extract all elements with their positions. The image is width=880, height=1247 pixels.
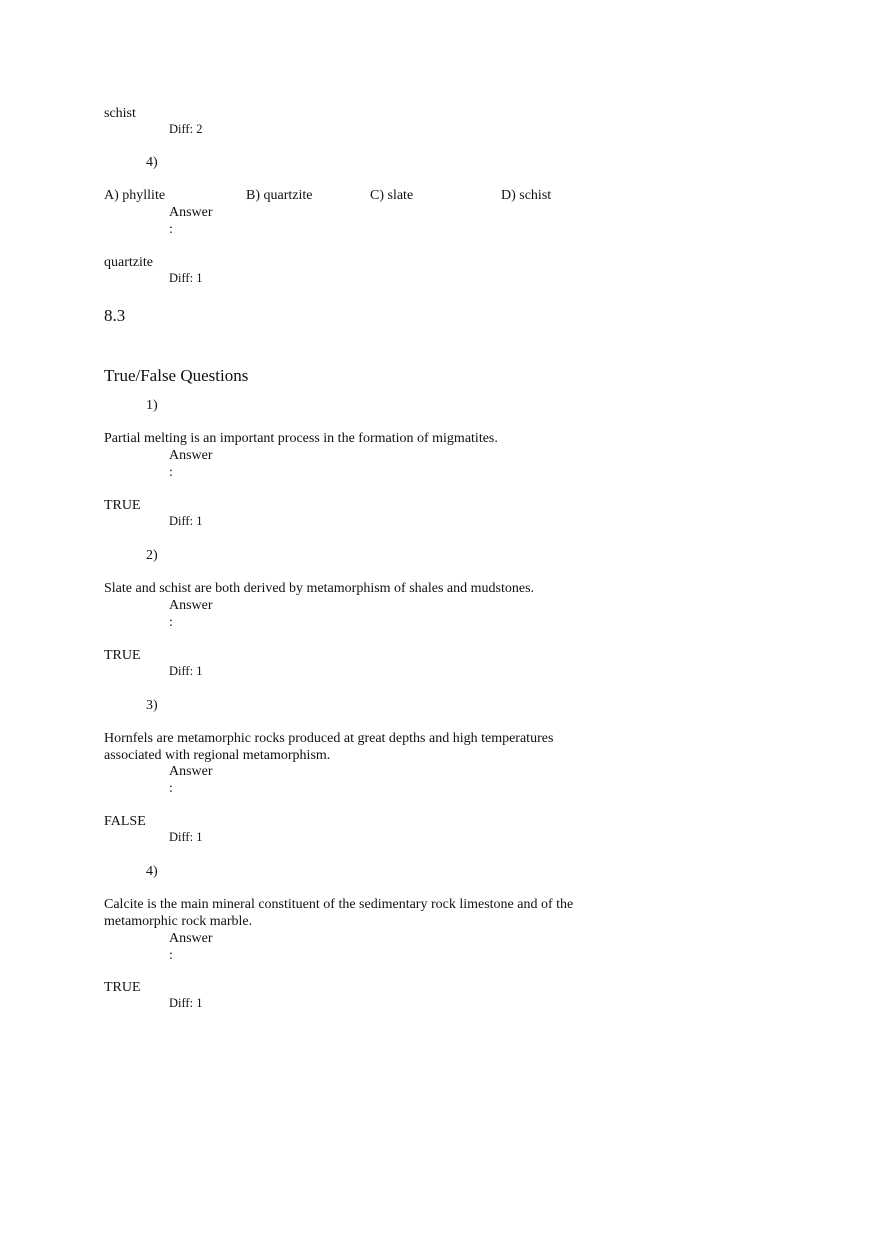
answer-label: Answer — [169, 764, 213, 779]
answer-text: TRUE — [104, 648, 141, 663]
option-a: A) phyllite — [104, 188, 166, 203]
answer-colon: : — [169, 781, 173, 796]
answer-label: Answer — [169, 448, 213, 463]
difficulty-label: Diff: 1 — [169, 271, 203, 285]
question-text-line-2: associated with regional metamorphism. — [104, 748, 331, 763]
question-number: 3) — [146, 698, 158, 713]
answer-text: TRUE — [104, 980, 141, 995]
answer-text: FALSE — [104, 814, 146, 829]
difficulty-label: Diff: 1 — [169, 996, 203, 1010]
section-number: 8.3 — [104, 306, 126, 325]
answer-colon: : — [169, 222, 173, 237]
answer-label: Answer — [169, 931, 213, 946]
question-text-line-2: metamorphic rock marble. — [104, 914, 253, 929]
answer-text: schist — [104, 106, 136, 121]
difficulty-label: Diff: 1 — [169, 664, 203, 678]
answer-text: TRUE — [104, 498, 141, 513]
option-c: C) slate — [370, 188, 414, 203]
difficulty-label: Diff: 1 — [169, 514, 203, 528]
answer-label: Answer — [169, 598, 213, 613]
answer-colon: : — [169, 465, 173, 480]
question-number: 4) — [146, 864, 158, 879]
difficulty-label: Diff: 1 — [169, 830, 203, 844]
question-text: Slate and schist are both derived by metamorphism of shales and mudstones. — [104, 581, 535, 596]
difficulty-label: Diff: 2 — [169, 122, 203, 136]
question-text-line-1: Hornfels are metamorphic rocks produced at great depths and high temperatures — [104, 731, 554, 746]
question-number: 1) — [146, 398, 158, 413]
question-number: 2) — [146, 548, 158, 563]
answer-label: Answer — [169, 205, 213, 220]
answer-text: quartzite — [104, 255, 153, 270]
question-number: 4) — [146, 155, 158, 170]
question-text-line-1: Calcite is the main mineral constituent of the sedimentary rock limestone and of the — [104, 897, 574, 912]
answer-colon: : — [169, 948, 173, 963]
answer-colon: : — [169, 615, 173, 630]
option-d: D) schist — [501, 188, 552, 203]
question-text: Partial melting is an important process in the formation of migmatites. — [104, 431, 498, 446]
option-b: B) quartzite — [246, 188, 313, 203]
section-title: True/False Questions — [104, 366, 249, 385]
